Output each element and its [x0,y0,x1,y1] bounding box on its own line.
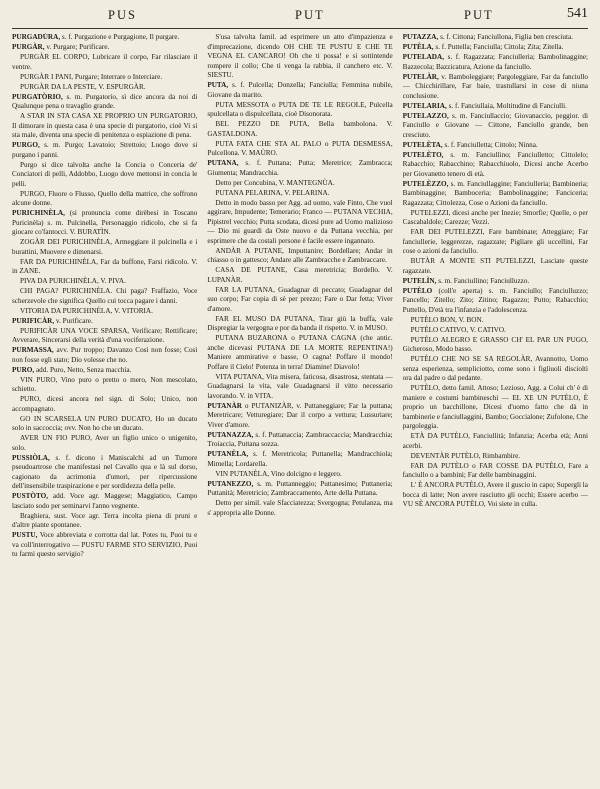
entry-headword: PUTA, [207,81,229,89]
dictionary-entry [403,277,588,287]
dictionary-entry [12,492,197,511]
entry-headword: PUTELAZZO, [402,111,449,120]
dictionary-entry [403,180,588,209]
entry-headword: PURICHINÈLA, [12,209,65,217]
dictionary-entry [12,112,197,141]
entry-headword: PUSTU, [12,531,38,539]
entry-headword: PUSTÒTO, [12,492,49,500]
entry-text: FAR DA PUTÈLO o FAR COSSE DA PUTÈLO, Fare a fanciullo o a bambini; Far delle bambinaggini. [402,461,588,479]
entry-text: VITA PUTANA, Vita misera, faticosa, disastrosa, stentata — Guadagnarsi la vita, vale Guadagnarsi il vitto necessario lavorando. V. in VITA. [207,372,393,400]
dictionary-entry [12,434,197,453]
entry-text: s. f. Puttana; Putta; Meretrice; Zambracca; Giumenta; Mandracchia. [207,159,393,177]
dictionary-entry [12,454,197,492]
entry-text: s. f. Puttanaccia; Zambraccaccia; Mandracchia; Troiaccia, Puttana sozza. [207,430,393,448]
entry-headword: PUTANÈLA, [207,450,249,458]
dictionary-entry [12,209,197,238]
entry-text: PUTANA BUZARONA o PUTANA CAGNA (che antic. anche dicevasi PUTANA DE LA MORTE REPENTINA!) Maniere ammirative e basse, O cagna! Poffare il mondo! Poffare il Cielo! Potenza in terra! Diamine! Diavolo! [207,334,393,371]
dictionary-entry [207,189,392,199]
entry-text: s. f. dicono i Maniscalchi ad un Tumore pseudoartrose che manifestasi nel Cavallo qua e là sul dorso, cagionato da acrimonia d'umori, per ripercussione dell'insensibile traspirazione e per sordidezza della pelle. [12,453,198,490]
entry-headword: PUTELÈZZO, [402,179,449,188]
dictionary-entry [403,228,588,257]
entry-text: VIN PURO, Vino puro o pretto o mero, Non mescolato, schietto. [12,375,198,393]
dictionary-entry [403,355,588,384]
entry-text: ETÀ DA PUTÈLO, Fanciullità; Infanzia; Acerba età; Anni acerbi. [402,432,588,450]
entry-text: ANDÀR A PUTANE, Imputtanire; Bordellare; Andar in chiasso o in gattesco; Andare alle Zambracche e Zambraccare. [207,246,393,264]
entry-text: Detto in modo basso per Agg. ad uomo, vale Finto, Che vuol aggirare, Impudente; Temerario; Franco — PUTANA VECHIA, Pipistrel vecchio; Putta scodata, dicesi pure ad Uomo malizioso — Dio mi guardi da Oste nuovo e da Puttana vecchia, per esprimere che da costali persone è facile essere ingannato. [207,198,393,245]
entry-headword: PUTELADA, [402,53,444,61]
dictionary-entry [403,209,588,228]
dictionary-entry [12,277,197,287]
dictionary-entry [207,140,392,159]
entry-headword: PUTÈLA, [402,43,434,51]
entry-text: PUTA MESSOTA o PUTA DE TE LE REGOLE, Pulcella spulcellata o dispulcellata, cioè Disonorata. [207,100,393,118]
entry-headword: PUTAZZA, [402,33,439,41]
dictionary-entry [12,317,197,327]
entry-text: AVER UN FIO PURO, Aver un figlio unico o unigenito, solo. [12,434,198,452]
entry-text: FAR DEI PUTELEZZI, Fare bambinate; Atteggiare; Far fanciullerie, leggerezze, ragazzate; Pigliare gli uccellini, Far cose o azioni da fanciullo. [402,228,588,255]
entry-text: s. f. Cittona; Fanciullona, Figlia ben cresciuta. [440,33,574,41]
entry-text: PUTÈLO CATIVO, V. CATIVO. [410,325,506,334]
dictionary-entry [207,159,392,178]
dictionary-entry [12,53,197,72]
dictionary-entry [403,53,588,72]
dictionary-entry [12,190,197,209]
entry-text: s. m. Purgo; Lavatoio; Strettoio; Luogo dove si purgano i panni. [12,141,198,159]
entry-text: L' È ANCORA PUTÈLO, Avere il guscio in capo; Supergli la bocca di latte; Non avere rasciutto gli occhi; Essere acerbo — VU SÈ ANCORA PUTÈLO, Voi siete in culla. [402,481,588,508]
entry-headword: PURGÀR, [12,43,45,51]
dictionary-entry [207,480,392,499]
dictionary-entry [207,266,392,285]
dictionary-entry [403,43,588,53]
dictionary-entry [12,327,197,346]
entry-text: DEVENTÀR PUTÈLO, Rimbambire. [410,451,521,460]
entry-text: BUTÀR A MONTE STI PUTELEZZI, Lasciate queste ragazzate. [402,257,588,275]
entry-text: PURGO, Fluore o Flusso, Quello della matrice, che soffrono alcune donne. [12,189,198,207]
dictionary-entry [207,199,392,247]
entry-text: v. Purgare; Purificare. [46,43,110,51]
column-right [403,33,588,789]
dictionary-entry [12,73,197,83]
entry-headword: PURMASSA, [12,346,54,354]
entry-text: PUTÈLO, detto famil. Attoso; Lezioso, Agg. a Colui ch' è di maniere e costumi bambineschi — EL XE UN PUTÈLO, È proprio un bacchillone, Dicesi d'uomo fatto che dà in bambinerie e fanciullaggini, Bambo; Goccialone; Zufolone, Che pargoleggia. [402,384,588,430]
dictionary-entry [207,120,392,139]
dictionary-entry [12,93,197,112]
entry-text: s. f. Ragazzata; Fanciulleria; Bambolinaggine; Bazzecola; Bazzicatura, Azione da fanciullo. [402,53,588,71]
entry-headword: PURIFICÀR, [12,316,55,325]
dictionary-entry [207,315,392,334]
dictionary-entry [12,33,197,43]
column-left [12,33,197,789]
dictionary-entry [12,395,197,414]
dictionary-entry [207,286,392,315]
dictionary-entry [12,531,197,560]
entry-text: Braghiera, sust. Voce agr. Terra incolta piena di pruni e d'altre piante spontanee. [12,511,198,529]
entry-text: s. f. Fanciullaia, Moltitudine di Fanciulli. [448,101,567,110]
running-header [12,4,588,29]
entry-text: BEL PEZZO DE PUTA, Bella bambolona. V. GASTALDONA. [207,120,393,138]
dictionary-entry [207,179,392,189]
dictionary-entry [403,432,588,451]
dictionary-entry [403,326,588,336]
header-guide-middle: PUT [295,8,325,22]
dictionary-entry [403,112,588,141]
dictionary-entry [403,384,588,432]
dictionary-entry [207,247,392,266]
entry-text: S'usa talvolta famil. ad esprimere un atto d'impazienza e d'imprecazione, dicendo OH CHE TE PUSTU E CHE TE VEGNA EL CANCARO! Oh che ti possa! e si sottintende rompere il collo; Che ti venga la rabbia, il canchero etc. V. SIESTU. [207,33,393,79]
dictionary-entry [12,512,197,531]
entry-text: PURGÀR EL CORPO, Lubricare il corpo, Far rilasciare il ventre. [12,53,198,71]
dictionary-entry [12,415,197,434]
entry-text: avv. Pur troppo; Davanzo Così non fosse; Così non fosse egli stato; Dio volesse che no. [12,346,198,364]
dictionary-entry [12,43,197,53]
page-number: 541 [567,6,588,21]
entry-text: PIVA DA PURICHINÈLA, V. PIVA. [20,277,126,285]
entry-headword: PUSSIÒLA, [12,453,50,462]
entry-headword: PUTANEZZO, [207,479,254,488]
dictionary-entry [12,161,197,190]
entry-text: Detto per Concubina, V. MANTEGNÙA. [215,178,335,187]
entry-text: FAR DA PURICHINÈLA, Far da buffone, Farsi ridicolo. V. in ZANE. [12,257,198,275]
entry-text: s. f. Meretricola; Puttanella; Mandracchiola; Mimella; Lordarella. [207,450,393,468]
entry-text: PURIFICÀR UNA VOCE SPARSA, Verificare; Rettificare; Avverare, Sincerarsi della verità d'una vociferazione. [12,326,198,344]
entry-text: (coll'e aperta) s. m. Fanciullo; Fanciulluzzo; Fancello; Zitello; Zito; Zitino; Ragazzo; Putto; Rabacchio; Puttello, D'età tra l'infanzia e l'adolescenza. [402,286,588,314]
header-guide-left: PUS [108,8,137,22]
entry-text: s. m. Fanciullino; Fanciulletto; Cittolelo; Rabacchio; Rabacchino; Rabacchiuolo, Dicesi anche Acerbo per Giovanetto tenero di età. [402,150,588,178]
entry-headword: PUTÈLO [402,286,433,295]
dictionary-entry [403,287,588,316]
dictionary-entry [403,316,588,326]
entry-text: VIN PUTANÈLA, Vino dolcigno e leggero. [215,469,342,478]
entry-text: PUTANA PELARINA, V. PELARINA. [215,188,330,197]
entry-text: PUTÈLO CHE NO SE SA REGOLÀR, Avannotto, Uomo senza esperienza, sempliciotto, come sono i figliuoli discioltì ora dal padre o dal pedante. [402,355,588,382]
entry-text: v. Purificare. [55,316,93,325]
entry-text: ZOGÀR DEI PURICHINÈLA, Armeggiare il pulcinella e i burattini, Muovere e dimenarsi. [12,238,198,256]
entry-headword: PURGADÙRA, [12,33,61,41]
entry-text: VITORIA DA PURICHINÈLA, V. VITORIA. [20,306,153,315]
entry-text: s. m. Puttanneggio; Puttanesimo; Puttaneria; Puttanità; Meretricio; Zambraccamento, Arte della Puttana. [207,479,393,497]
entry-headword: PURGO, [12,141,40,149]
entry-text: PUTELEZZI, dicesi anche per Inezie; Smorfie; Quelle, o per Cascabaldole; Carezze; Vezzi. [402,208,588,226]
entry-text: s. m. Fanciullaggine; Fanciulleria; Bambineria; Bambinaggine; Bamboceria; Bambolinaggine; Fanciceria; Ragazzata; Cittolezza, Cose o Azioni da fanciullo. [402,179,588,207]
dictionary-entry [12,258,197,277]
entry-text: add. Voce agr. Maggese; Maggiatico, Campo lasciato sodo per seminarvi l'anno vegnente. [12,492,198,510]
entry-text: o PUTANIZÀR, v. Puttaneggiare; Far la puttana; Meretricare; Vetturegiare; Dar il corpo a vettura; Lussuriare; Viver d'amore. [207,401,393,429]
dictionary-entry [403,151,588,180]
entry-headword: PURO, [12,365,35,374]
entry-text: CASA DE PUTANE, Casa meretricia; Bordello. V. LUPANÀR. [207,266,393,284]
entry-text: PURGÀR I PANI, Purgare; Interrare o Interciare. [20,72,163,81]
dictionary-entry [207,499,392,518]
entry-text: Purgo si dice talvolta anche la Concia o Conceria de' Conciatori di pelli, Addobbo, Luogo dove mettonsi in concia le pelli. [12,160,198,188]
dictionary-entry [403,141,588,151]
entry-text: s. m. Fanciullino; Fanciulluzzo. [438,276,530,285]
header-guide-right: PUT [464,8,494,22]
entry-text: A STAR IN STA CASA XE PROPRIO UN PURGATORIO, Il dimorare in questa casa è una specie di purgatorio, cioè Vi si sta male, diventa una specie di penitenza o espiazione di pena. [12,112,198,139]
entry-headword: PUTANA, [207,159,239,167]
entry-text: FAR EL MUSO DA PUTANA, Tirar giù la buffa, vale Dispregiar la vergogna e por da banda il rispetto. V. in MUSO. [207,314,393,332]
entry-text: (si pronuncia come dirèbesi in Toscano Puricinèla) s. m. Pulcinella, Personaggio ridicolo, che si fa giocare co'fantocci. V. BURATÌN. [12,209,198,236]
entry-headword: PUTANÀR [207,401,242,410]
entry-headword: PUTELÀR, [402,72,439,81]
entry-headword: PUTELÌN, [402,276,437,285]
dictionary-entry [12,83,197,93]
entry-text: FAR LA PUTANA, Guadagnar di peccato; Guadagnar del suo corpo; Far copia di sè per prezzo; Fare o Dar fetta; Viver d'amore. [207,285,393,313]
entry-headword: PUTELÈTA, [402,140,443,149]
dictionary-entry [207,431,392,450]
dictionary-entry [403,33,588,43]
dictionary-entry [403,452,588,462]
dictionary-entry [403,462,588,481]
entry-text: PUTÈLO ALEGRO E GRASSO CH' EL PAR UN PUGO, Gicheroso, Modo basso. [402,335,588,353]
entry-text: PURO, dicesi ancora nel sign. di Solo; Unico, non accompagnato. [12,395,198,413]
dictionary-entry [12,366,197,376]
dictionary-entry [403,102,588,112]
entry-headword: PUTELARIA, [402,101,447,110]
dictionary-entry [403,73,588,102]
entry-text: GO IN SCARSELA UN PURO DUCATO, Ho un ducato solo in saccoccia; ovv. Non ho che un ducato. [12,414,198,432]
entry-text: s. m. Fanciullaccio; Giovanaccio, peggior. di Fanciullo e Giovane — Cittone, Fanciullo grande, ben cresciuto. [402,111,588,139]
entry-text: PUTA FATA CHE STA AL PALO o PUTA DESMESSA, Pulcellona. V. MAÙRO. [207,139,393,157]
entry-text: s. m. Purgatorio, sì dice ancora da noi di Qualunque pena o travaglio grande. [12,92,198,110]
entry-headword: PURGATÒRIO, [12,92,63,101]
dictionary-entry [207,334,392,372]
dictionary-entry [207,81,392,100]
dictionary-entry [207,33,392,81]
dictionary-entry [12,287,197,306]
dictionary-entry [12,238,197,257]
entry-text: s. f. Puttella; Fanciulla; Cittola; Zita; Zitella. [435,43,564,51]
dictionary-entry [207,402,392,431]
dictionary-entry [12,307,197,317]
dictionary-entry [403,336,588,355]
entry-text: Detto per simil. vale Sfacciatezza; Svergogna; Petulanza, ma s' appropria alle Donne. [207,499,393,517]
dictionary-entry [207,470,392,480]
entry-text: Voce abbreviata e corrotta dal lat. Potes tu, Puoi tu e va coll'interrogativo — PUSTU FARME STO SERVIZIO, Puoi tu farmi questo servigio? [12,531,198,558]
dictionary-entry [207,450,392,469]
entry-text: s. f. Pulcella; Donzella; Fanciulla; Femmina nubile, Giovane da marito. [207,81,393,99]
dictionary-entry [403,481,588,510]
dictionary-entry [12,376,197,395]
dictionary-entry [12,346,197,365]
dictionary-entry [207,373,392,402]
entry-text: PURGÀR DA LA PESTE, V. ESPURGÀR. [20,82,146,91]
entry-headword: PUTELÈTO, [402,150,444,159]
entry-text: s. f. Purgazione e Purgagione, Il purgare. [61,33,180,41]
dictionary-entry [207,101,392,120]
column-middle [207,33,392,789]
entry-text: add. Puro, Netto, Senza macchia. [35,365,132,374]
dictionary-entry [403,257,588,276]
entry-text: s. f. Fanciulletta; Cittolo; Ninna. [444,140,538,149]
entry-headword: PUTANAZZA, [207,430,254,439]
entry-text: PUTÈLO BON, V. BON. [410,315,484,324]
text-columns [12,33,588,789]
entry-text: CHI PAGA? PURICHINÈLA. Chi paga? Fraffazio, Voce scherzevole che significa Quello cui tocca pagare i danni. [12,287,198,305]
entry-text: v. Bamboleggiare; Pargoleggiare, Far da fanciullo — Chicchirillare, Far baie, trastullarsi in cose di niuna conclusione. [402,72,588,100]
dictionary-entry [12,141,197,160]
